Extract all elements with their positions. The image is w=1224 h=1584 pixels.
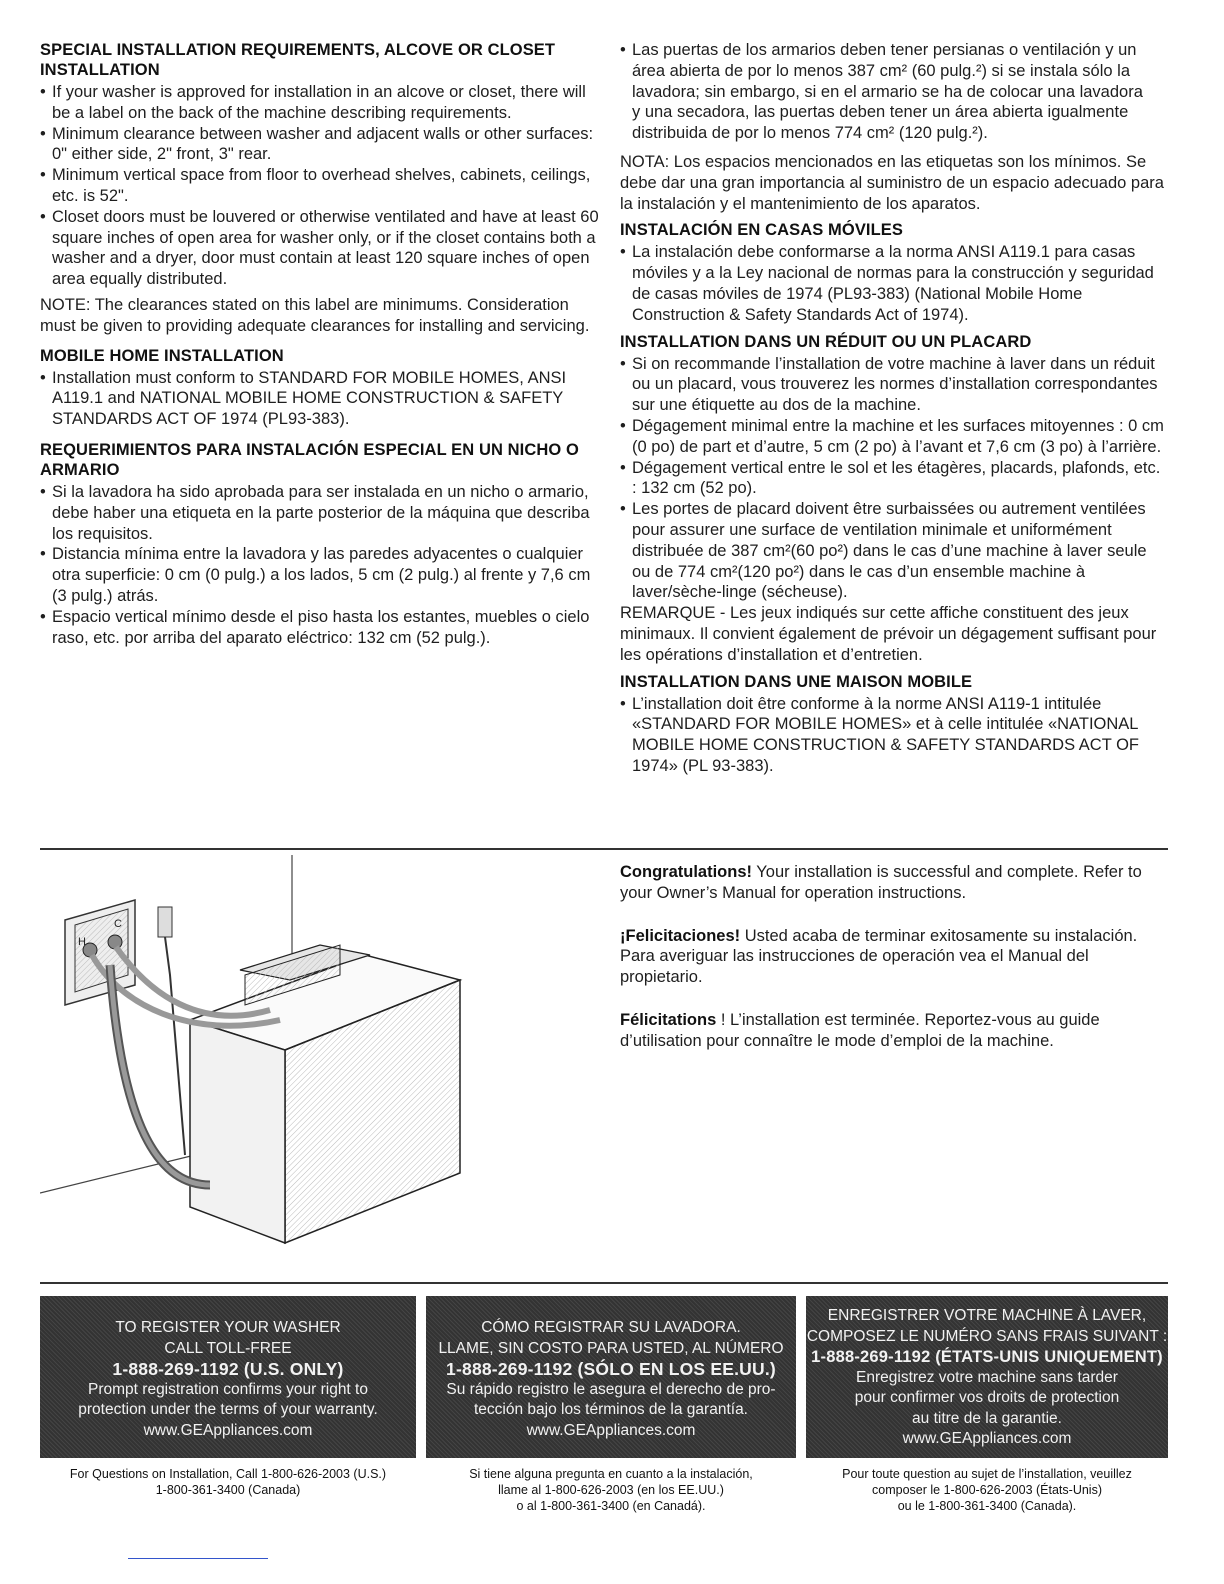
left-column xyxy=(40,40,600,653)
list-item: • Si la lavadora ha sido aprobada para ser instalada en un nicho o armario, debe haber una etiqueta en la parte posterior de la máquina que describa los requisitos. xyxy=(40,482,600,544)
closet-en-list xyxy=(40,82,600,290)
washer-drawing xyxy=(40,855,600,1245)
footer-es-line1: Si tiene alguna pregunta en cuanto a la instalación, xyxy=(469,1467,753,1481)
footer-en xyxy=(40,1466,416,1498)
register-fr-line6: au titre de la garantie. xyxy=(912,1409,1062,1427)
list-item: • La instalación debe conformarse a la norma ANSI A119.1 para casas móviles y a la Ley nacional de normas para la construcción y seguridad de casas móviles de 1974 (PL93-383) (National Mobile Home Construction & Safety Standards Act of 1974). xyxy=(620,242,1165,325)
congrats-en-text: Your installation is successful and complete. Refer to your Owner’s Manual for operation instructions. xyxy=(620,863,1142,902)
register-en-line1: TO REGISTER YOUR WASHER xyxy=(115,1319,341,1336)
mobile-en-list xyxy=(40,368,600,430)
register-fr-line4: Enregistrez votre machine sans tarder xyxy=(856,1368,1118,1386)
right-column xyxy=(620,40,1165,782)
closet-es-list xyxy=(40,482,600,648)
congrats-en-lead: Congratulations! xyxy=(620,863,752,881)
list-item: • Distancia mínima entre la lavadora y las paredes adyacentes o cualquier otra superficie: 0 cm (0 pulg.) a los lados, 5 cm (2 pulg.) al frente y 7,6 cm (3 pulg.) atrás. xyxy=(40,544,600,606)
footer-es-line2: llame al 1-800-626-2003 (en los EE.UU.) xyxy=(498,1483,724,1497)
register-fr-line1: ENREGISTRER VOTRE MACHINE À LAVER, xyxy=(827,1307,1147,1324)
footer-fr xyxy=(806,1466,1168,1514)
register-es-line5: tección bajo los términos de la garantía. xyxy=(474,1401,748,1418)
congrats-es-lead: ¡Felicitaciones! xyxy=(620,926,741,945)
register-es-phone[interactable]: 1-888-269-1192 (SÓLO EN LOS EE.UU.) xyxy=(446,1359,776,1379)
section-title-mobile-es: INSTALACIÓN EN CASAS MÓVILES xyxy=(620,221,904,240)
register-es-line2: LLAME, SIN COSTO PARA USTED, AL NÚMERO xyxy=(438,1339,784,1357)
list-item: • Closet doors must be louvered or otherwise ventilated and have at least 60 square inches of open area for washer only, or if the closet contains both a washer and a dryer, door must contain at least 120 square inches of open area equally distributed. xyxy=(40,207,600,290)
list-item: • Espacio vertical mínimo desde el piso hasta los estantes, muebles o cielo raso, etc. por arriba del aparato eléctrico: 132 cm (52 pulg.). xyxy=(40,607,600,649)
congrats-fr-text: ! L’installation est terminée. Reportez-vous au guide d’utilisation pour connaître le mode d’emploi de la machine. xyxy=(620,1010,1100,1050)
divider-bottom xyxy=(40,1282,1168,1284)
section-title-mobile-en: MOBILE HOME INSTALLATION xyxy=(40,346,284,365)
list-item: • Las puertas de los armarios deben tener persianas o ventilación y un área abierta de por lo menos 387 cm² (60 pulg.²) si se instala sólo la lavadora; sin embargo, si en el armario se ha de colocar una lavadora xyxy=(620,40,1165,102)
mobile-es-list xyxy=(620,242,1165,325)
congrats-fr-lead: Félicitations xyxy=(620,1010,717,1029)
congrats-en xyxy=(620,862,1165,904)
register-en-line5: protection under the terms of your warranty. xyxy=(78,1401,378,1418)
closet-fr-list xyxy=(620,354,1165,604)
register-fr-url[interactable]: www.GEAppliances.com xyxy=(902,1430,1072,1447)
section-title-closet-fr: INSTALLATION DANS UN RÉDUIT OU UN PLACARD xyxy=(620,332,1032,351)
register-fr-line5: pour confirmer vos droits de protection xyxy=(854,1389,1120,1406)
list-item: • Dégagement vertical entre le sol et les étagères, placards, plafonds, etc. : 132 cm (52 po). xyxy=(620,458,1165,500)
registration-boxes xyxy=(40,1296,1168,1458)
note-es: NOTA: Los espacios mencionados en las etiquetas son los mínimos. Se debe dar una gran importancia al suministro de un espacio adecuado para la instalación y el mantenimiento de los aparatos. xyxy=(620,152,1164,213)
list-item: • Minimum clearance between washer and adjacent walls or other surfaces: 0" either side, 2" front, 3" rear. xyxy=(40,124,600,166)
register-fr-phone[interactable]: 1-888-269-1192 (ÉTATS-UNIS UNIQUEMENT) xyxy=(811,1348,1163,1366)
washer-illustration xyxy=(40,855,600,1245)
valve-hot-label: H xyxy=(78,936,86,948)
congratulations-section xyxy=(620,862,1165,1074)
register-en-url[interactable]: www.GEAppliances.com xyxy=(143,1421,313,1439)
register-box-es xyxy=(426,1296,796,1458)
footer-en-line1: For Questions on Installation, Call 1-800-626-2003 (U.S.) xyxy=(69,1467,387,1481)
section-title-closet-en: SPECIAL INSTALLATION REQUIREMENTS, ALCOVE OR CLOSET INSTALLATION xyxy=(40,41,556,79)
list-item: • If your washer is approved for installation in an alcove or closet, there will be a label on the back of the machine describing requirements. xyxy=(40,82,600,124)
mobile-fr-list xyxy=(620,694,1165,777)
register-es-line4: Su rápido registro le asegura el derecho de pro- xyxy=(446,1380,776,1398)
closet-es-cont-list xyxy=(620,40,1165,102)
list-item: • Dégagement minimal entre la machine et les surfaces mitoyennes : 0 cm (0 po) de part et d’autre, 5 cm (2 po) à l’avant et 7,6 cm (3 po) à l’arrière. xyxy=(620,416,1165,458)
footer-es-line3: o al 1-800-361-3400 (en Canadá). xyxy=(516,1499,706,1513)
section-title-closet-es: REQUERIMIENTOS PARA INSTALACIÓN ESPECIAL EN UN NICHO O ARMARIO xyxy=(40,440,579,479)
list-item: • Minimum vertical space from floor to overhead shelves, cabinets, ceilings, etc. is 52". xyxy=(40,165,600,207)
note-en: NOTE: The clearances stated on this label are minimums. Consideration must be given to providing adequate clearances for installing and servicing. xyxy=(40,295,590,335)
footer-en-line2: 1-800-361-3400 (Canada) xyxy=(155,1483,301,1497)
link-underline xyxy=(128,1558,268,1559)
register-fr-line2: COMPOSEZ LE NUMÉRO SANS FRAIS SUIVANT : xyxy=(806,1327,1168,1345)
note-fr: REMARQUE - Les jeux indiqués sur cette affiche constituent des jeux minimaux. Il convient également de prévoir un dégagement suffisant pour les opérations d’installation et d’entretien. xyxy=(620,604,1157,664)
register-box-fr xyxy=(806,1296,1168,1458)
power-outlet xyxy=(158,907,185,1155)
register-es-line1: CÓMO REGISTRAR SU LAVADORA. xyxy=(481,1319,741,1336)
congrats-fr xyxy=(620,1010,1165,1052)
register-en-line2: CALL TOLL-FREE xyxy=(164,1339,292,1357)
register-box-en xyxy=(40,1296,416,1458)
list-item: • Les portes de placard doivent être surbaissées ou autrement ventilées pour assurer une surface de ventilation minimale et uniformément distribuée de 387 cm²(60 po²) dans le cas d’une machine à laver seule ou de 774 cm²(120 po²) dans le cas d’un ensemble machine à laver/sèche-linge (sécheuse). xyxy=(620,499,1165,603)
valve-cold-label: C xyxy=(114,918,122,930)
register-en-phone[interactable]: 1-888-269-1192 (U.S. ONLY) xyxy=(112,1359,344,1379)
washer-body xyxy=(190,945,460,1243)
list-item: • L’installation doit être conforme à la norme ANSI A119-1 intitulée «STANDARD FOR MOBILE HOMES» et à celle intitulée «NATIONAL MOBILE HOME CONSTRUCTION & SAFETY STANDARDS ACT OF 1974» (PL 93-383). xyxy=(620,694,1165,777)
footer-fr-line2: composer le 1-800-626-2003 (États-Unis) xyxy=(872,1483,1102,1497)
register-es-url[interactable]: www.GEAppliances.com xyxy=(526,1421,696,1439)
congrats-es-text: Usted acaba de terminar exitosamente su instalación. Para averiguar las instrucciones de operación vea el Manual del propietario. xyxy=(620,926,1138,987)
list-item: • Si on recommande l’installation de votre machine à laver dans un réduit ou un placard, vous trouverez les normes d’installation correspondantes sur une étiquette au dos de la machine. xyxy=(620,354,1165,416)
congrats-es xyxy=(620,926,1165,988)
list-item: • Installation must conform to STANDARD FOR MOBILE HOMES, ANSI A119.1 and NATIONAL MOBILE HOME CONSTRUCTION & SAFETY STANDARDS ACT OF 1974 (PL93-383). xyxy=(40,368,600,430)
footer-es xyxy=(426,1466,796,1514)
footer-fr-line1: Pour toute question au sujet de l’installation, veuillez xyxy=(842,1467,1132,1481)
divider-top xyxy=(40,848,1168,850)
footer-fr-line3: ou le 1-800-361-3400 (Canada). xyxy=(897,1499,1077,1513)
register-en-line4: Prompt registration confirms your right to xyxy=(88,1380,368,1398)
closet-es-cont-line: y una secadora, las puertas deben tener un área abierta igualmente distribuida de por lo menos 774 cm² (120 pulg.²). xyxy=(632,103,1129,143)
section-title-mobile-fr: INSTALLATION DANS UNE MAISON MOBILE xyxy=(620,672,973,691)
